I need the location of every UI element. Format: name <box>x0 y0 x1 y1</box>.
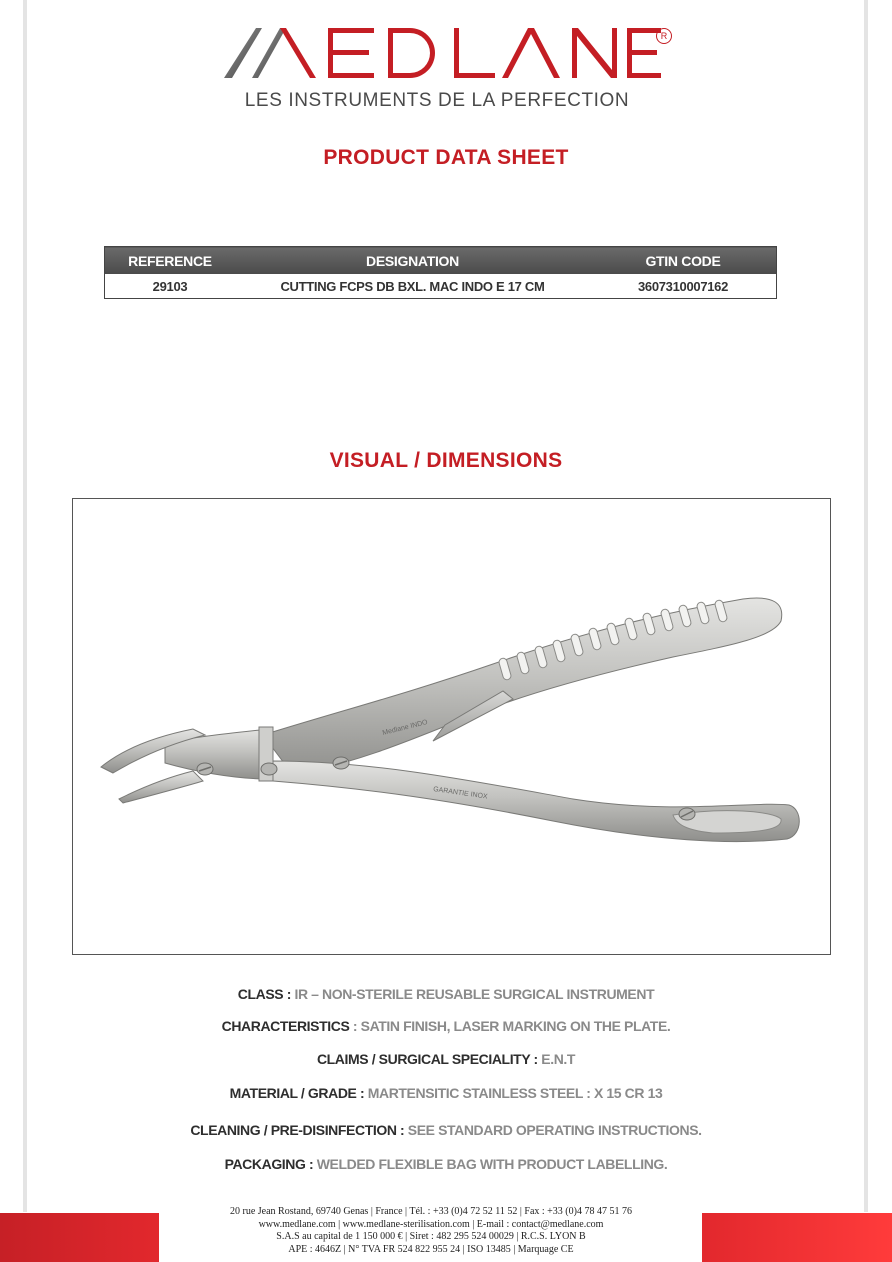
property-value: E.N.T <box>537 1051 576 1067</box>
header-designation: DESIGNATION <box>235 247 590 275</box>
reference-table-header-row <box>105 247 777 275</box>
property-value: MARTENSITIC STAINLESS STEEL : X 15 CR 13 <box>364 1085 663 1101</box>
footer-registration-line: APE : 4646Z | N° TVA FR 524 822 955 24 | ISO 13485 | Marquage CE <box>288 1243 574 1255</box>
property-key: CLASS : <box>237 986 291 1002</box>
table-row <box>105 274 777 299</box>
header-gtin-code: GTIN CODE <box>590 247 777 275</box>
property-value: : SATIN FINISH, LASER MARKING ON THE PLATE. <box>349 1018 671 1034</box>
cell-gtin: 3607310007162 <box>637 278 729 294</box>
product-visual-frame <box>72 498 831 955</box>
visual-dimensions-title: VISUAL / DIMENSIONS <box>329 449 563 472</box>
cell-designation: CUTTING FCPS DB BXL. MAC INDO E 17 CM <box>280 278 545 294</box>
property-key: CLAIMS / SURGICAL SPECIALITY : <box>316 1051 538 1067</box>
footer-red-bar-left <box>0 1213 159 1262</box>
property-characteristics <box>0 1018 892 1034</box>
footer-red-bar-right <box>702 1213 892 1262</box>
property-class <box>0 986 892 1002</box>
registered-trademark-icon: R <box>656 28 672 44</box>
property-claims <box>0 1051 892 1067</box>
property-packaging <box>0 1156 892 1172</box>
footer-legal-line: S.A.S au capital de 1 150 000 € | Siret : 482 295 524 00029 | R.C.S. LYON B <box>276 1231 586 1242</box>
engraving-medlane-indo: Medlane INDO <box>381 718 429 737</box>
property-value: SEE STANDARD OPERATING INSTRUCTIONS. <box>404 1122 702 1138</box>
property-value: IR – NON-STERILE REUSABLE SURGICAL INSTRUMENT <box>290 986 655 1002</box>
property-key: CHARACTERISTICS <box>221 1018 350 1034</box>
cutting-forceps-image <box>73 499 830 954</box>
brand-tagline: LES INSTRUMENTS DE LA PERFECTION <box>244 90 630 111</box>
footer-address-line: 20 rue Jean Rostand, 69740 Genas | France | Tél. : +33 (0)4 72 52 11 52 | Fax : +33 (0)4 78 47 51 76 <box>230 1206 632 1217</box>
header-reference: REFERENCE <box>105 247 236 275</box>
reference-table <box>104 246 777 299</box>
property-cleaning <box>0 1122 892 1138</box>
cell-reference: 29103 <box>152 278 188 294</box>
property-value: WELDED FLEXIBLE BAG WITH PRODUCT LABELLING. <box>313 1156 668 1172</box>
property-key: MATERIAL / GRADE : <box>229 1085 365 1101</box>
company-footer <box>160 1206 702 1256</box>
footer-web-line: www.medlane.com | www.medlane-sterilisation.com | E-mail : contact@medlane.com <box>258 1218 604 1230</box>
engraving-garantie-inox: GARANTIE INOX <box>432 786 489 801</box>
property-key: PACKAGING : <box>224 1156 314 1172</box>
medlane-wordmark-logo <box>222 22 662 82</box>
property-material <box>0 1085 892 1101</box>
property-key: CLEANING / PRE-DISINFECTION : <box>190 1122 405 1138</box>
product-data-sheet-title: PRODUCT DATA SHEET <box>323 146 569 169</box>
